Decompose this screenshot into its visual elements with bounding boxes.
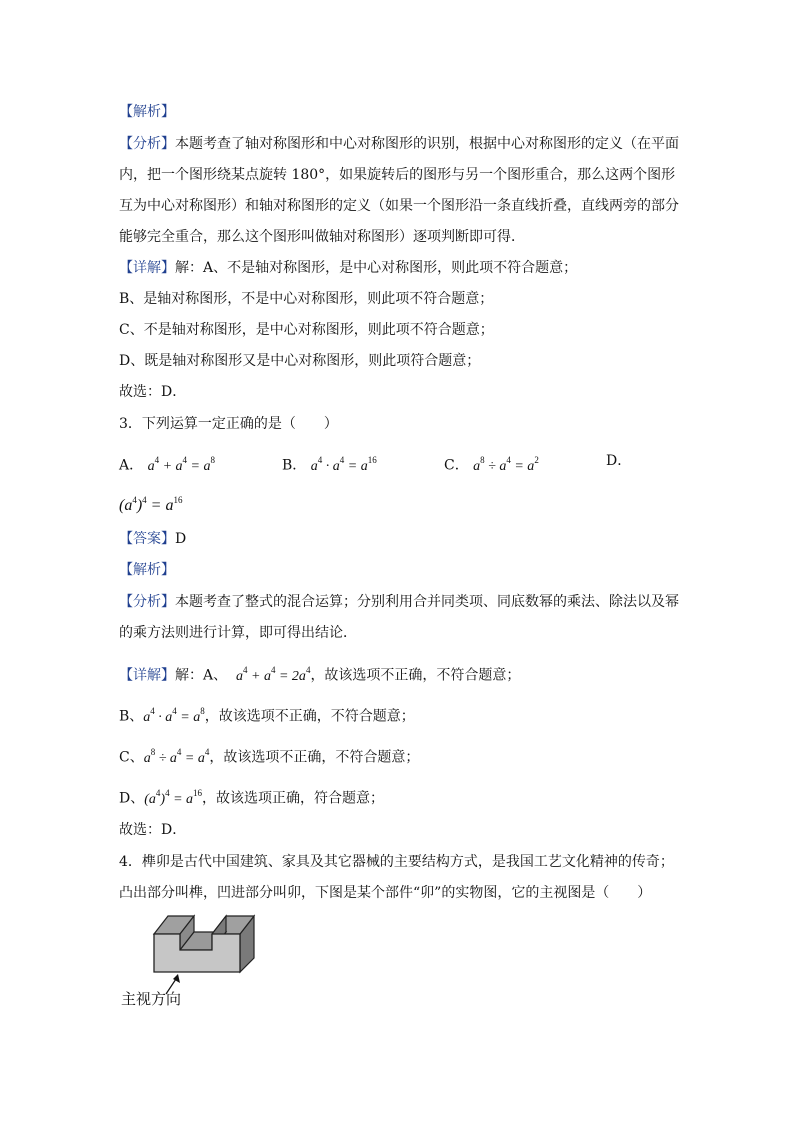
q3-answer [119, 529, 186, 549]
q3-option-c-formula: $a^8 \div a^4 = a^2$ [473, 455, 539, 474]
q3-option-b [282, 451, 377, 477]
answer-value: D [175, 531, 187, 547]
q3-option-a-formula: $a^4 + a^4 = a^8$ [147, 455, 215, 474]
q3-fenxi-line-2: 的乘方法则进行计算，即可得出结论． [119, 625, 357, 641]
xiangjie-line-a [119, 258, 577, 278]
xiangjie-tag: 【详解】 [119, 260, 175, 276]
q4-stem-line-1: 4．榫卯是古代中国建筑、家具及其它器械的主要结构方式，是我国工艺文化精神的传奇； [119, 854, 674, 870]
q3-option-b-formula: $a^4 \cdot a^4 = a^{16}$ [310, 455, 377, 474]
choose-line-2: 故选：D． [119, 822, 187, 838]
jiexi-heading: 【解析】 [119, 104, 175, 120]
q3-xa-tail: ，故该选项不正确，不符合题意； [310, 667, 521, 684]
q3-xd-tail: ，故该选项正确，符合题意； [202, 790, 385, 807]
q3-option-d-label: D． [606, 453, 632, 469]
q3-xb-tail: ，故该选项不正确，不符合题意； [204, 708, 415, 725]
xiangjie-line-d: D、既是轴对称图形又是中心对称图形，则此项符合题意； [119, 353, 481, 369]
q3-xb-prefix: B、 [119, 708, 144, 725]
q3-jiexi-heading: 【解析】 [119, 562, 175, 578]
mortise-figure [118, 906, 278, 1014]
xiangjie-line-c: C、不是轴对称图形，是中心对称图形，则此项不符合题意； [119, 322, 494, 338]
q3-fenxi-tag: 【分析】 [119, 594, 175, 610]
fenxi-line-4: 能够完全重合，那么这个图形叫做轴对称图形）逐项判断即可得． [119, 229, 525, 245]
q4-stem-line-2: 凸出部分叫榫，凹进部分叫卯，下图是某个部件“卯”的实物图，它的主视图是（ ） [119, 885, 652, 901]
q3-option-b-label: B． [282, 457, 307, 474]
q3-xiangjie-d [119, 784, 384, 810]
q3-xiangjie-c [119, 743, 419, 769]
answer-tag: 【答案】 [119, 531, 175, 547]
fig-caption: 主视方向 [121, 990, 182, 1008]
fenxi-text-1: 本题考查了轴对称图形和中心对称图形的识别，根据中心对称图形的定义（在平面 [175, 136, 679, 152]
q3-xiangjie-tag: 【详解】 [119, 667, 175, 684]
fenxi-line-3: 互为中心对称图形）和轴对称图形的定义（如果一个图形沿一条直线折叠，直线两旁的部分 [119, 198, 679, 214]
q3-xd-prefix: D、 [119, 790, 145, 807]
q3-option-d-formula: $(a^4)^4 = a^{16}$ [119, 495, 183, 515]
fenxi-tag: 【分析】 [119, 136, 175, 152]
q3-xiangjie-prefix: 解：A、 [175, 667, 228, 684]
xiangjie-text-a: 解：A、不是轴对称图形，是中心对称图形，则此项不符合题意； [175, 260, 578, 276]
q3-xd-formula: $(a^4)^4 = a^{16}$ [144, 788, 203, 807]
fenxi-line-1 [119, 134, 679, 154]
q3-xiangjie-a [119, 661, 520, 687]
q3-stem: 3．下列运算一定正确的是（ ） [119, 416, 338, 432]
q3-xc-tail: ，故该选项不正确，不符合题意； [209, 749, 420, 766]
q3-xc-formula: $a^8 \div a^4 = a^4$ [143, 747, 210, 766]
q3-option-a [119, 451, 215, 477]
q3-option-c [444, 451, 539, 477]
fenxi-line-2: 内，把一个图形绕某点旋转 180°，如果旋转后的图形与另一个图形重合，那么这两个图形 [119, 167, 676, 183]
xiangjie-line-b: B、是轴对称图形，不是中心对称图形，则此项不符合题意； [119, 291, 494, 307]
q3-option-c-label: C． [444, 457, 469, 474]
q3-xa-formula: $a^4 + a^4 = 2a^4$ [236, 665, 311, 684]
choose-line-1: 故选：D． [119, 384, 187, 400]
q3-option-a-label: A． [119, 457, 144, 474]
q3-xb-formula: $a^4 \cdot a^4 = a^8$ [143, 706, 205, 725]
q3-fenxi-line-1 [119, 592, 679, 612]
q3-fenxi-text-1: 本题考查了整式的混合运算；分别利用合并同类项、同底数幂的乘法、除法以及幂 [175, 594, 679, 610]
q3-xc-prefix: C、 [119, 749, 144, 766]
q3-xiangjie-b [119, 702, 415, 728]
